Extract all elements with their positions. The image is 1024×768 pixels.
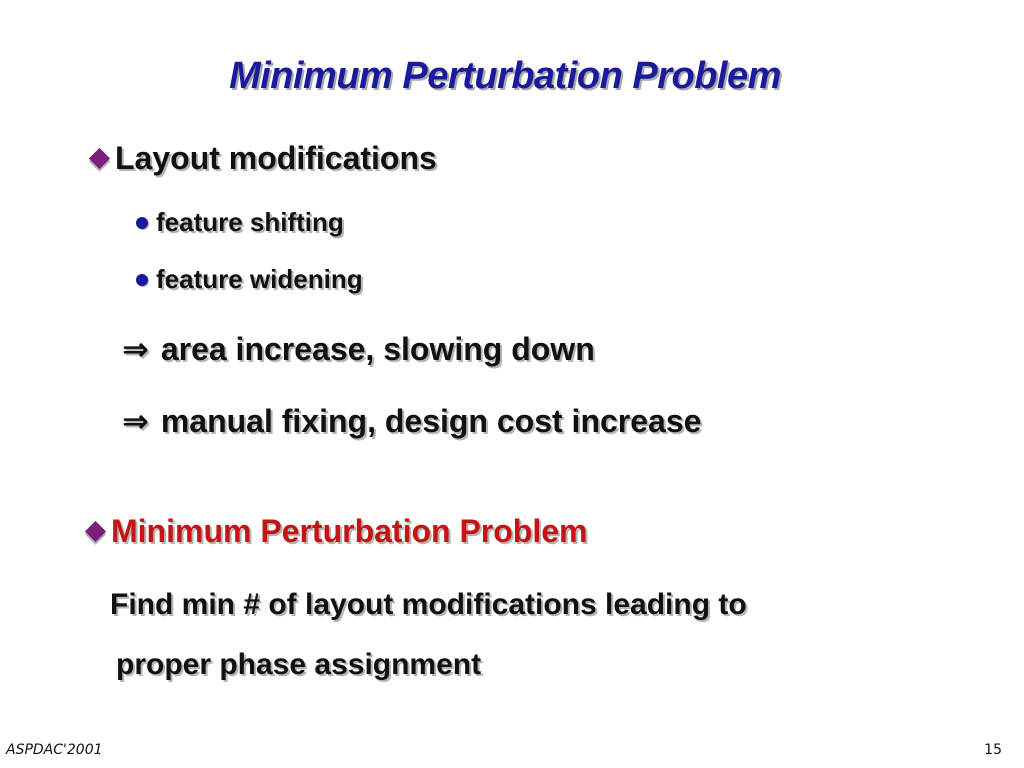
- subitem-feature-widening: [136, 264, 363, 295]
- diamond-bullet-icon: [85, 521, 106, 542]
- page-number: 15: [984, 742, 1002, 758]
- bullet-minimum-perturbation: [88, 513, 587, 550]
- consequence-manual-fixing: [122, 402, 701, 440]
- dot-bullet-icon: [136, 217, 148, 229]
- implies-arrow-icon: ⇒: [122, 402, 149, 440]
- diamond-bullet-icon: [89, 148, 110, 169]
- subitem-text: feature shifting: [156, 207, 344, 237]
- problem-definition-line-2: proper phase assignment: [116, 648, 482, 681]
- footer-conference: ASPDAC'2001: [6, 742, 103, 758]
- subitem-text: feature widening: [156, 264, 363, 294]
- problem-definition-line-1: Find min # of layout modifications leading to: [110, 588, 747, 621]
- consequence-text: manual fixing, design cost increase: [160, 403, 702, 439]
- subitem-feature-shifting: [136, 207, 344, 238]
- bullet-text: Minimum Perturbation Problem: [111, 513, 588, 549]
- dot-bullet-icon: [136, 274, 148, 286]
- bullet-text: Layout modifications: [115, 140, 437, 176]
- bullet-layout-modifications: [92, 140, 437, 177]
- implies-arrow-icon: ⇒: [122, 330, 149, 368]
- consequence-text: area increase, slowing down: [160, 331, 595, 367]
- consequence-area-increase: [122, 330, 595, 368]
- slide-title: Minimum Perturbation Problem: [229, 55, 781, 97]
